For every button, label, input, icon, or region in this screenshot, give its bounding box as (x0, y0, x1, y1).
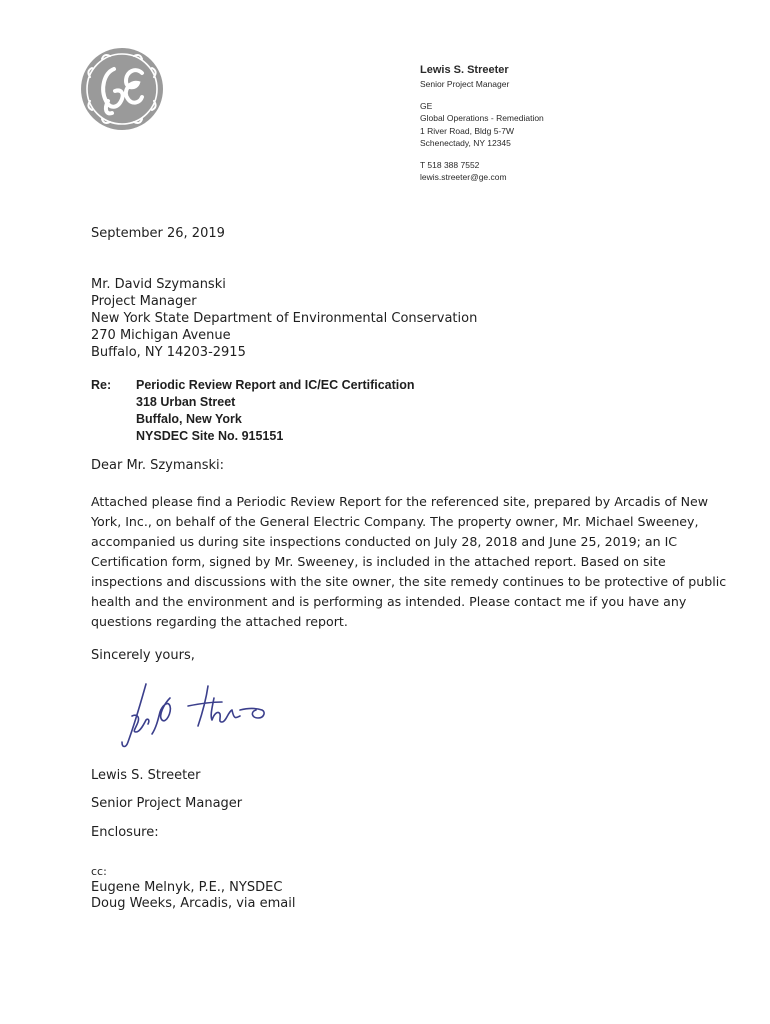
cc-recipient: Eugene Melnyk, P.E., NYSDEC (91, 880, 283, 895)
recipient-block (91, 276, 477, 361)
sender-block (420, 62, 544, 184)
subject-line-2: 318 Urban Street (136, 395, 236, 409)
sender-address-line1: 1 River Road, Bldg 5-7W (420, 125, 515, 136)
cc-block (91, 864, 295, 912)
salutation: Dear Mr. Szymanski: (91, 458, 225, 473)
cc-label: cc: (91, 865, 107, 878)
sender-phone: T 518 388 7552 (420, 159, 480, 170)
body-line: Certification form, signed by Mr. Sweeney, is included in the attached report. Based on site (91, 554, 666, 569)
sender-name: Lewis S. Streeter (420, 64, 509, 76)
sender-company: GE (420, 100, 433, 111)
body-line: questions regarding the attached report. (91, 614, 348, 629)
recipient-organization: New York State Department of Environmental Conservation (91, 311, 478, 326)
closing: Sincerely yours, (91, 648, 195, 663)
body-line: inspections and discussions with the site owner, the site remedy continues to be protective of public (91, 574, 727, 589)
sender-division: Global Operations - Remediation (420, 113, 544, 123)
sender-title: Senior Project Manager (420, 79, 510, 89)
subject-line-3: Buffalo, New York (136, 412, 242, 426)
body-paragraph (91, 492, 727, 632)
subject-line-1: Periodic Review Report and IC/EC Certification (136, 378, 415, 392)
body-line: accompanied us during site inspections conducted on July 28, 2018 and June 25, 2019; an IC (91, 534, 678, 549)
subject-line-4: NYSDEC Site No. 915151 (136, 429, 284, 443)
ge-monogram-icon (80, 47, 164, 131)
enclosure-label: Enclosure: (91, 825, 159, 840)
signer-title: Senior Project Manager (91, 796, 243, 811)
signer-name: Lewis S. Streeter (91, 768, 201, 783)
letter-date: September 26, 2019 (91, 226, 225, 241)
body-line: health and the environment and is performing as intended. Please contact me if you have any (91, 594, 687, 609)
recipient-title: Project Manager (91, 294, 197, 309)
subject-label: Re: (91, 378, 112, 392)
cc-recipient: Doug Weeks, Arcadis, via email (91, 896, 296, 911)
sender-email: lewis.streeter@ge.com (420, 172, 507, 182)
sender-address-line2: Schenectady, NY 12345 (420, 138, 511, 148)
recipient-name: Mr. David Szymanski (91, 277, 226, 292)
body-line: Attached please find a Periodic Review Report for the referenced site, prepared by Arcadis of New (91, 494, 709, 509)
signature-image (108, 676, 283, 756)
recipient-address-line2: Buffalo, NY 14203-2915 (91, 345, 246, 360)
body-line: York, Inc., on behalf of the General Electric Company. The property owner, Mr. Michael Sweeney, (91, 514, 699, 529)
recipient-address-line1: 270 Michigan Avenue (91, 328, 231, 343)
